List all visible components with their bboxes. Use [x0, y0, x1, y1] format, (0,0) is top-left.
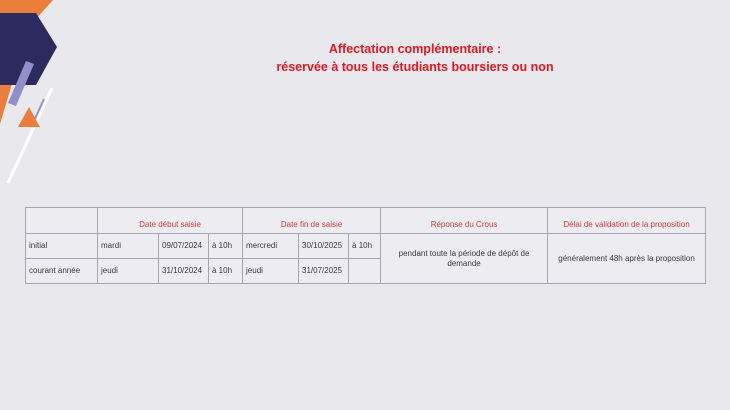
row-label: initial — [26, 234, 98, 259]
row-label: courant année — [26, 259, 98, 284]
slide-title — [100, 40, 730, 76]
header-delai-validation: Délai de validation de la proposition — [548, 208, 706, 234]
fin-date: 30/10/2025 — [299, 234, 349, 259]
table-row-initial — [26, 234, 706, 259]
debut-heure: à 10h — [209, 259, 243, 284]
table-header-row — [26, 208, 706, 234]
orange-wedge — [0, 84, 12, 124]
debut-date: 31/10/2024 — [159, 259, 209, 284]
delai-validation-cell: généralement 48h après la proposition — [548, 234, 706, 284]
header-date-fin: Date fin de saisie — [243, 208, 381, 234]
fin-heure: à 10h — [349, 234, 381, 259]
reponse-crous-cell: pendant toute la période de dépôt de demande — [381, 234, 548, 284]
debut-jour: jeudi — [98, 259, 159, 284]
debut-date: 09/07/2024 — [159, 234, 209, 259]
header-date-debut: Date début saisie — [98, 208, 243, 234]
slide-corner-decoration — [0, 0, 130, 210]
header-reponse-crous: Réponse du Crous — [381, 208, 548, 234]
slide-title-line2: réservée à tous les étudiants boursiers ou non — [276, 60, 554, 74]
affectation-schedule-table — [25, 207, 706, 284]
debut-jour: mardi — [98, 234, 159, 259]
fin-heure — [349, 259, 381, 284]
fin-jour: mercredi — [243, 234, 299, 259]
header-corner-cell — [26, 208, 98, 234]
fin-date: 31/07/2025 — [299, 259, 349, 284]
debut-heure: à 10h — [209, 234, 243, 259]
fin-jour: jeudi — [243, 259, 299, 284]
slide-title-line1: Affectation complémentaire : — [328, 42, 502, 56]
